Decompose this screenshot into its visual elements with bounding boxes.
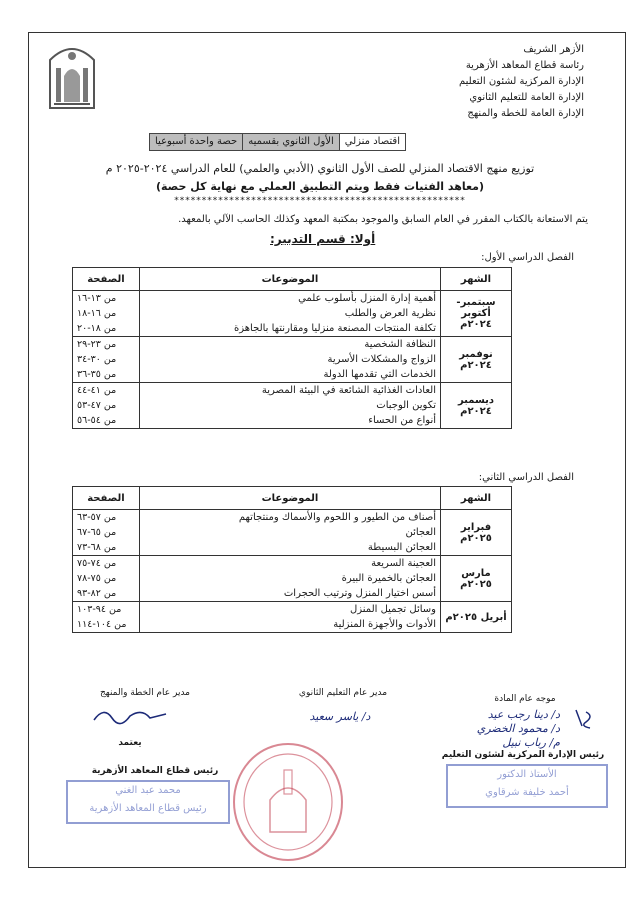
section-heading: أولا: قسم التدبير: <box>270 232 376 246</box>
letterhead-line: الإدارة المركزية لشئون التعليم <box>458 76 584 87</box>
topic: نظرية العرض والطلب <box>344 308 436 319</box>
pages-cell <box>73 602 140 633</box>
page-range: من ٥٤-٥٦ <box>77 415 117 426</box>
document-title: توزيع منهج الاقتصاد المنزلي للصف الأول الثانوي (الأدبي والعلمي) للعام الدراسي ٢٠٢٤-٢٠٢٥ م <box>105 162 535 175</box>
topic: الأدوات والأجهزة المنزلية <box>333 619 436 630</box>
document-subtitle: (معاهد الفتيات فقط ويتم التطبيق العملي مع نهاية كل حصة) <box>155 180 485 193</box>
page-range: من ٢٣-٢٩ <box>77 339 117 350</box>
column-pages: الصفحة <box>73 487 140 510</box>
azhar-logo-icon <box>46 42 98 112</box>
page-range: من ٤٧-٥٣ <box>77 400 117 411</box>
page-range: من ١٠٤-١١٤ <box>77 619 127 630</box>
stamp-line: الأستاذ الدكتور <box>497 769 557 780</box>
plan-director-title: مدير عام الخطة والمنهج <box>99 688 190 698</box>
topics-cell <box>140 383 441 429</box>
term1-label: الفصل الدراسي الأول: <box>481 252 574 263</box>
table-row <box>73 383 512 429</box>
supervisor-name: م/ رباب نبيل <box>502 736 560 749</box>
topic: أسس اختيار المنزل وترتيب الحجرات <box>283 588 436 599</box>
term1-table <box>72 267 512 429</box>
approved-label: يعتمد <box>118 738 142 748</box>
letterhead-line: رئاسة قطاع المعاهد الأزهرية <box>465 60 584 71</box>
pages-cell <box>73 337 140 383</box>
stamp-line: أحمد خليفة شرقاوي <box>485 787 569 798</box>
page-range: من ٧٥-٧٨ <box>77 573 117 584</box>
term2-label: الفصل الدراسي الثاني: <box>478 472 574 483</box>
page-range: من ١٨-٢٠ <box>77 323 117 334</box>
sector-head-stamp <box>66 780 230 824</box>
month-cell: فبراير ٢٠٢٥م <box>441 510 512 556</box>
topic: الزواج والمشكلات الأسرية <box>327 354 436 365</box>
topics-cell <box>140 510 441 556</box>
letterhead-line: الإدارة العامة للتعليم الثانوي <box>469 92 584 103</box>
letterhead <box>384 42 584 122</box>
column-pages: الصفحة <box>73 268 140 291</box>
pages-cell <box>73 383 140 429</box>
table-header-row <box>73 268 512 291</box>
column-month: الشهر <box>441 268 512 291</box>
table-row <box>73 291 512 337</box>
supervisor-initials-icon <box>572 706 598 730</box>
letterhead-line: الإدارة العامة للخطة والمنهج <box>467 108 584 119</box>
resource-note: يتم الاستعانة بالكتاب المقرر في العام السابق والموجود بمكتبة المعهد وكذلك الحاسب الآلي بالمعهد. <box>178 214 588 225</box>
column-month: الشهر <box>441 487 512 510</box>
central-head-stamp <box>446 764 608 808</box>
topic: أنواع من الحساء <box>368 415 436 426</box>
topic: العجائن البسيطة <box>367 542 436 553</box>
topic: الخدمات التي تقدمها الدولة <box>323 369 436 380</box>
grade-tag: الأول الثانوي بقسميه <box>242 133 340 151</box>
topic: العجائن <box>405 527 436 538</box>
pages-cell <box>73 556 140 602</box>
pages-cell <box>73 291 140 337</box>
topics-cell <box>140 337 441 383</box>
page-range: من ٣٠-٣٤ <box>77 354 117 365</box>
column-topics: الموضوعات <box>140 268 441 291</box>
secondary-director-title: مدير عام التعليم الثانوي <box>298 688 388 698</box>
term2-table <box>72 486 512 633</box>
pages-cell <box>73 510 140 556</box>
official-seal-icon <box>230 740 346 864</box>
topic: تكلفة المنتجات المصنعة منزليا ومقارنتها بالجاهزة <box>234 323 436 334</box>
table-row <box>73 337 512 383</box>
topic: أصناف من الطيور و اللحوم والأسماك ومنتجاتهم <box>238 512 436 523</box>
page-range: من ٩٤-١٠٣ <box>77 604 122 615</box>
star-divider: ***************************************************** <box>174 196 466 206</box>
month-cell: نوفمبر ٢٠٢٤م <box>441 337 512 383</box>
month-cell: أبريل ٢٠٢٥م <box>441 602 512 633</box>
stamp-line: محمد عبد الغني <box>115 785 181 796</box>
periods-tag: حصة واحدة أسبوعيا <box>149 133 243 151</box>
topic: العجينة السريعة <box>371 558 436 569</box>
sector-head-title: رئيس قطاع المعاهد الأزهرية <box>91 766 219 776</box>
table-row <box>73 556 512 602</box>
topic: أهمية إدارة المنزل بأسلوب علمي <box>298 293 436 304</box>
month-cell: مارس ٢٠٢٥م <box>441 556 512 602</box>
table-header-row <box>73 487 512 510</box>
topic: وسائل تجميل المنزل <box>350 604 436 615</box>
topics-cell <box>140 291 441 337</box>
supervisor-signatures <box>450 708 560 750</box>
supervisor-title: موجه عام المادة <box>494 694 556 704</box>
topics-cell <box>140 556 441 602</box>
page-range: من ٤١-٤٤ <box>77 385 117 396</box>
month-cell: ديسمبر ٢٠٢٤م <box>441 383 512 429</box>
page-range: من ٥٧-٦٣ <box>77 512 117 523</box>
stamp-line: رئيس قطاع المعاهد الأزهرية <box>89 803 207 814</box>
subject-tags <box>150 133 406 151</box>
table-row <box>73 602 512 633</box>
page-range: من ٨٢-٩٣ <box>77 588 117 599</box>
table-row <box>73 510 512 556</box>
month-cell: سبتمبر- أكتوبر ٢٠٢٤م <box>441 291 512 337</box>
supervisor-name: د/ دينا رجب عيد <box>487 708 560 721</box>
topic: النظافة الشخصية <box>364 339 436 350</box>
page-range: من ٣٥-٣٦ <box>77 369 117 380</box>
letterhead-line: الأزهر الشريف <box>523 44 584 55</box>
supervisor-name: د/ محمود الخضري <box>476 722 560 735</box>
plan-director-signature-icon <box>90 702 170 728</box>
page-range: من ٦٨-٧٣ <box>77 542 117 553</box>
column-topics: الموضوعات <box>140 487 441 510</box>
page-range: من ٦٥-٦٧ <box>77 527 117 538</box>
topic: تكوين الوجبات <box>376 400 436 411</box>
page-range: من ٧٤-٧٥ <box>77 558 117 569</box>
topic: العادات الغذائية الشائعة في البيئة المصرية <box>261 385 436 396</box>
topic: العجائن بالخميرة البيرة <box>341 573 436 584</box>
topics-cell <box>140 602 441 633</box>
subject-tag: اقتصاد منزلي <box>339 133 406 151</box>
page-range: من ١٦-١٨ <box>77 308 117 319</box>
page-range: من ١٣-١٦ <box>77 293 117 304</box>
secondary-director-signature: د/ ياسر سعيد <box>309 710 371 723</box>
central-head-title: رئيس الإدارة المركزية لشئون التعليم <box>441 750 605 760</box>
